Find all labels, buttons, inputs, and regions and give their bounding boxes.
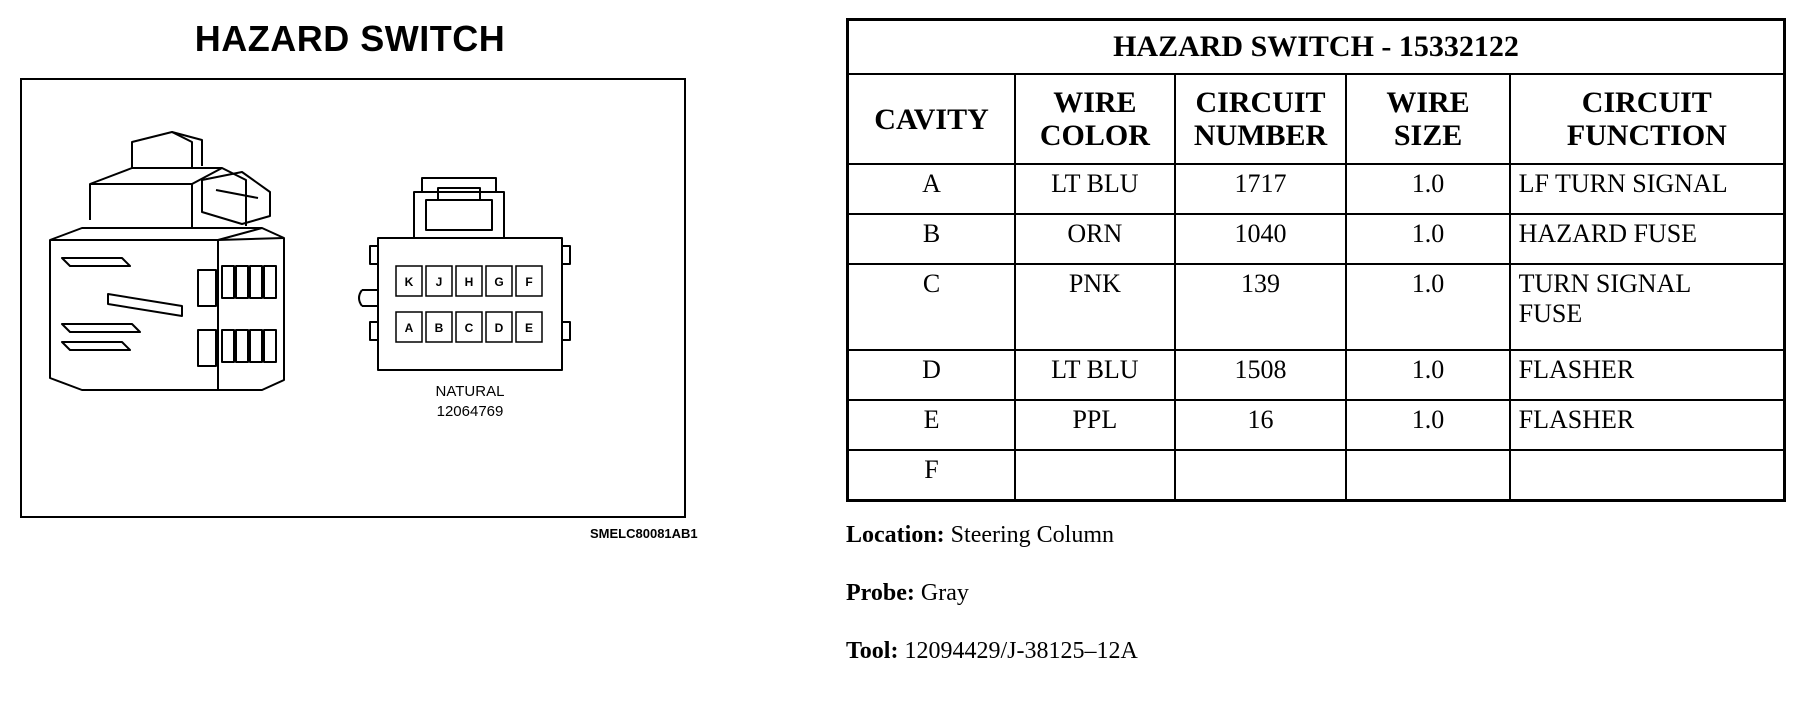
connector-color: NATURAL [435,383,505,400]
cavity-grid [396,266,542,342]
connector-3d-view [50,132,284,390]
cell-wire-size: 1.0 [1346,264,1509,350]
cell-wire-color: PPL [1015,400,1175,450]
table-row [848,450,1785,501]
header-wire-size: WIRE SIZE [1346,74,1509,164]
cell-circuit-number [1175,450,1347,501]
location-label: Location: [846,522,945,548]
cell-wire-color: LT BLU [1015,350,1175,400]
header-circuit-number: CIRCUIT NUMBER [1175,74,1347,164]
header-cavity: CAVITY [848,74,1016,164]
probe-line [846,580,969,607]
cavity-label: C [464,321,474,335]
tool-label: Tool: [846,638,899,664]
cell-wire-color [1015,450,1175,501]
connector-illustration [22,80,684,516]
cell-cavity: E [848,400,1016,450]
cavity-label: H [464,275,474,289]
cavity-label: D [494,321,504,335]
cell-wire-size: 1.0 [1346,164,1509,214]
location-value: Steering Column [950,522,1114,548]
connector-part-number: 12064769 [436,403,504,420]
cell-wire-color: ORN [1015,214,1175,264]
cell-circuit-function: FLASHER [1510,400,1785,450]
cell-wire-size: 1.0 [1346,350,1509,400]
cell-circuit-function: TURN SIGNAL FUSE [1510,264,1785,350]
header-wire-color: WIRE COLOR [1015,74,1175,164]
cell-cavity: C [848,264,1016,350]
cell-wire-size: 1.0 [1346,400,1509,450]
cell-cavity: A [848,164,1016,214]
cell-circuit-number: 1040 [1175,214,1347,264]
cell-circuit-number: 1717 [1175,164,1347,214]
table-row [848,350,1785,400]
cell-wire-size [1346,450,1509,501]
cell-cavity: D [848,350,1016,400]
cavity-label: E [524,321,534,335]
table-row [848,400,1785,450]
table-title: HAZARD SWITCH - 15332122 [848,20,1785,75]
table-title-row [848,20,1785,75]
table-header-row [848,74,1785,164]
probe-label: Probe: [846,580,915,606]
cell-circuit-function: HAZARD FUSE [1510,214,1785,264]
table-row [848,214,1785,264]
cell-circuit-number: 139 [1175,264,1347,350]
cavity-label: A [404,321,414,335]
diagram-title: HAZARD SWITCH [194,18,506,59]
cell-circuit-number: 1508 [1175,350,1347,400]
cavity-label: K [404,275,414,289]
cell-circuit-function [1510,450,1785,501]
pinout-table [846,18,1786,502]
cell-cavity: F [848,450,1016,501]
cavity-label: B [434,321,444,335]
cell-wire-color: LT BLU [1015,164,1175,214]
cell-circuit-function: FLASHER [1510,350,1785,400]
header-circuit-function: CIRCUIT FUNCTION [1510,74,1785,164]
table-row [848,164,1785,214]
cell-cavity: B [848,214,1016,264]
cell-wire-color: PNK [1015,264,1175,350]
cell-wire-size: 1.0 [1346,214,1509,264]
cavity-label: G [494,275,504,289]
table-row [848,264,1785,350]
connector-diagram [20,78,686,518]
cavity-label: F [525,275,533,289]
cavity-label: J [435,275,443,289]
location-line [846,522,1114,549]
cell-circuit-function: LF TURN SIGNAL [1510,164,1785,214]
tool-line [846,638,1138,665]
tool-value: 12094429/J-38125–12A [904,638,1138,664]
cell-circuit-number: 16 [1175,400,1347,450]
figure-id: SMELC80081AB1 [590,526,698,541]
probe-value: Gray [920,580,969,606]
